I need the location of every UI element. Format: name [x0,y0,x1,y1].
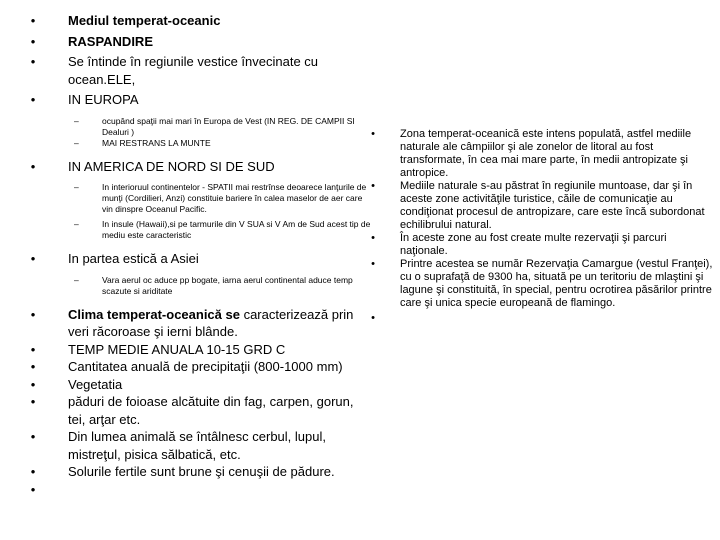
list-item [28,53,373,88]
dash: – [74,115,79,126]
item-text: IN EUROPA [68,92,139,107]
bullet: • [30,158,36,174]
bullet: • [30,306,36,322]
sub-item-text: ocupând spaţii mai mari în Europa de Vest (IN REG. DE CAMPII SI Dealuri ) [102,115,355,137]
bullet: • [30,394,36,409]
list-item [28,358,373,376]
item-text: Mediile naturale s-au păstrat în regiunile muntoase, dar şi în aceste zone activităţile turistice, căile de comunicaţie au condiţionat procesul de antropizare, care este încă subordonat echilibrului natural. [400,180,705,231]
sub-list-item [28,138,373,149]
item-text: păduri de foioase alcătuite din fag, carpen, gorun, tei, arţar etc. [68,394,354,427]
item-text: În aceste zone au fost create multe rezervaţii şi parcuri naţionale. [400,232,667,257]
sub-item-text: In insule (Hawaii),si pe tarmurile din V SUA si V Am de Sud acest tip de mediu este caracteristic [102,219,371,240]
item-text: Solurile fertile sunt brune şi cenuşii de pădure. [68,464,335,479]
bullet: • [30,464,36,479]
list-item [28,463,373,481]
dash: – [74,219,79,229]
bullet: • [30,54,36,69]
sub-list-item [28,116,373,138]
item-text: RASPANDIRE [68,33,153,49]
sub-list-item [28,275,373,297]
dash: – [74,137,79,148]
list-item [28,376,373,394]
list-item [368,180,713,232]
bullet: • [30,341,36,357]
item-text: caracterizează prin veri răcoroase şi ierni blânde. [68,306,354,339]
bullet: • [371,180,375,192]
bullet: • [30,251,36,266]
sub-list-item [28,182,373,215]
bullet: • [371,312,375,324]
bullet: • [371,128,375,140]
item-text: Zona temperat-oceanică este intens populată, astfel mediile naturale ale câmpiilor şi ale zonelor de litoral au fost transformate, în cea mai mare parte, în medii antropizate şi antropice. [400,128,692,179]
bullet: • [30,33,36,49]
list-item [368,128,713,180]
list-item [368,232,713,258]
item-text-bold: Clima temperat-oceanică se [68,306,240,322]
list-item [28,12,373,30]
dash: – [74,274,79,285]
bullet: • [30,359,36,374]
bullet: • [30,13,36,28]
left-column [28,12,373,497]
item-text: Mediul temperat-oceanic [68,13,221,28]
item-text: TEMP MEDIE ANUALA 10-15 GRD C [68,341,286,357]
right-column [368,128,713,324]
sub-item-text: MAI RESTRANS LA MUNTE [102,137,211,148]
bullet: • [30,429,36,444]
list-item [28,33,373,51]
item-text: In partea estică a Asiei [68,251,199,266]
dash: – [74,182,79,192]
list-item [368,258,713,310]
list-item [28,158,373,176]
list-item [28,91,373,109]
item-text: IN AMERICA DE NORD SI DE SUD [68,158,275,174]
bullet: • [30,481,36,497]
sub-list-item [28,219,373,241]
sub-item-text: Vara aerul oc aduce pp bogate, iarna aerul continental aduce temp scazute si ariditate [102,274,353,296]
bullet: • [30,92,36,107]
list-item [28,306,373,341]
item-text: Se întinde în regiunile vestice învecinate cu ocean.ELE, [68,54,319,87]
bullet: • [30,376,36,392]
sub-item-text: In interioruul continentelor - SPATII mai restrînse deoarece lanţurile de munţi (Cordilieri, Anzi) constituie bariere în calea maselor de aer care vin dinspre Oceanul Pacific. [102,182,367,214]
item-text: Din lumea animală se întâlnesc cerbul, lupul, mistreţul, pisica sălbatică, etc. [68,429,326,462]
item-text: Printre acestea se număr Rezervaţia Camargue (vestul Franţei), cu o suprafaţă de 9300 ha, situată pe un teritoriu de mlaştini şi lagune şi constituită, în special, pentru ocrotirea păsărilor printre care şi unica specie europeană de flamingo. [400,258,713,309]
list-item [28,250,373,268]
bullet: • [371,232,375,244]
list-item [28,393,373,428]
bullet: • [371,258,375,270]
item-text: Vegetatia [68,376,123,392]
item-text: Cantitatea anuală de precipitaţii (800-1000 mm) [68,359,343,374]
list-item [28,341,373,359]
list-item [28,428,373,463]
